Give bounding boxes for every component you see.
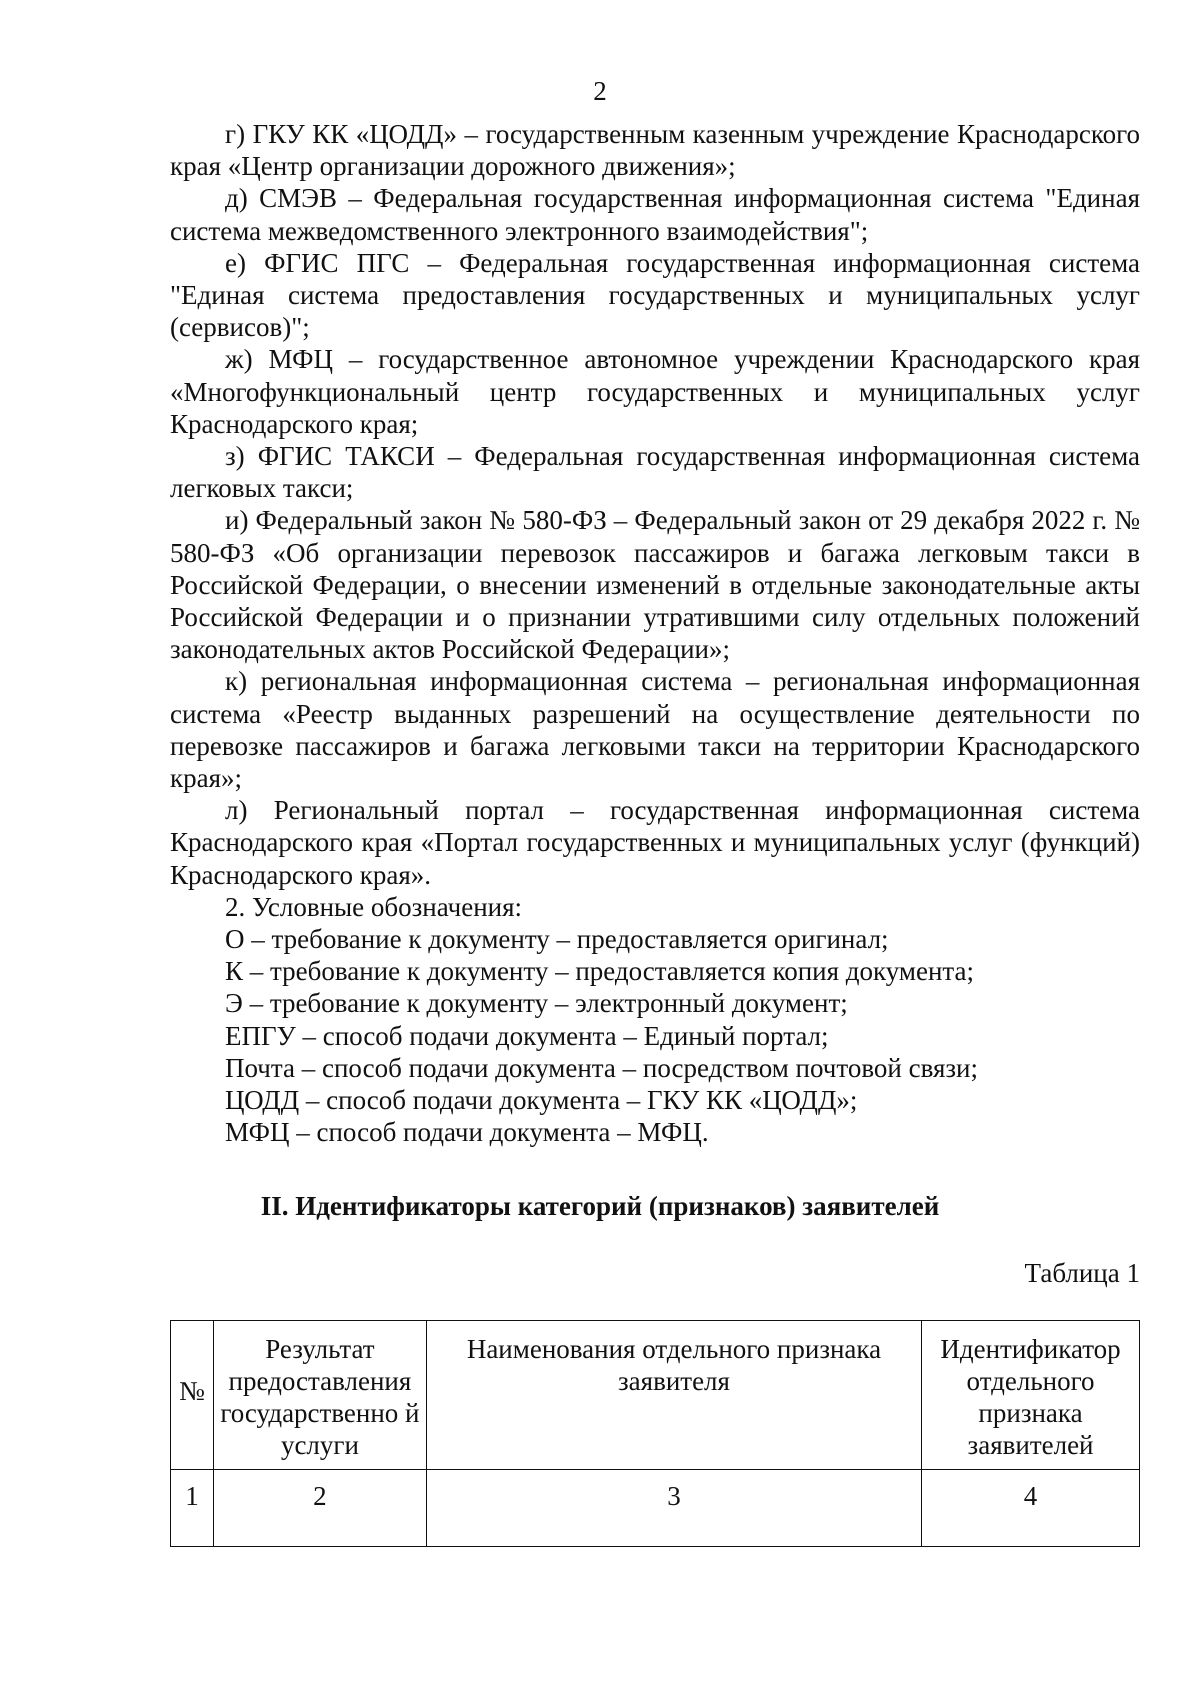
- definition-paragraph: д) СМЭВ – Федеральная государственная информационная система "Единая система межведомственного электронного взаимодействия";: [170, 183, 1140, 246]
- definition-paragraph: з) ФГИС ТАКСИ – Федеральная государственная информационная система легковых такси;: [170, 441, 1140, 504]
- legend-line: К – требование к документу – предоставляется копия документа;: [225, 956, 975, 987]
- definition-paragraph: г) ГКУ КК «ЦОДД» – государственным казенным учреждение Краснодарского края «Центр организации дорожного движения»;: [170, 119, 1140, 182]
- table-cell: 4: [922, 1470, 1140, 1547]
- section-title: II. Идентификаторы категорий (признаков) заявителей: [260, 1191, 940, 1221]
- legend-line: ЕПГУ – способ подачи документа – Единый портал;: [225, 1020, 829, 1051]
- legend-line: О – требование к документу – предоставляется оригинал;: [225, 924, 889, 955]
- definition-paragraph: к) региональная информационная система – региональная информационная система «Реестр выданных разрешений на осуществление деятельности по перевозке пассажиров и багажа легковыми такси на территории Краснодарского края»;: [170, 666, 1140, 794]
- definition-paragraph: л) Региональный портал – государственная информационная система Краснодарского края «Портал государственных и муниципальных услуг (функций) Краснодарского края».: [170, 795, 1140, 890]
- table-cell: 3: [426, 1470, 921, 1547]
- legend-line: МФЦ – способ подачи документа – МФЦ.: [225, 1117, 709, 1148]
- table-header-row: [171, 1321, 1140, 1470]
- table-caption: Таблица 1: [1024, 1258, 1140, 1288]
- table-header-cell: Результат предоставления государственно й услуги: [213, 1321, 426, 1470]
- page-number: 2: [593, 76, 607, 106]
- table-cell: 1: [171, 1470, 214, 1547]
- table-row: [171, 1470, 1140, 1547]
- legend-line: Почта – способ подачи документа – посредством почтовой связи;: [225, 1052, 978, 1083]
- table-header-cell: №: [171, 1321, 214, 1470]
- identifiers-table: [170, 1320, 1140, 1547]
- table-header-cell: Идентификатор отдельного признака заявителей: [922, 1321, 1140, 1470]
- definition-paragraph: е) ФГИС ПГС – Федеральная государственная информационная система "Единая система предоставления государственных и муниципальных услуг (сервисов)";: [170, 247, 1140, 343]
- table-cell: 2: [213, 1470, 426, 1547]
- definition-paragraph: ж) МФЦ – государственное автономное учреждении Краснодарского края «Многофункциональный центр государственных и муниципальных услуг Краснодарского края;: [170, 344, 1140, 439]
- table-header-cell: Наименования отдельного признака заявителя: [426, 1321, 921, 1470]
- document-body: [170, 118, 1140, 1149]
- definition-paragraph: и) Федеральный закон № 580-ФЗ – Федеральный закон от 29 декабря 2022 г. № 580-ФЗ «Об организации перевозок пассажиров и багажа легковым такси в Российской Федерации, о внесении изменений в отдельные законодательные акты Российской Федерации и о признании утратившими силу отдельных положений законодательных актов Российской Федерации»;: [170, 505, 1140, 665]
- legend-line: ЦОДД – способ подачи документа – ГКУ КК «ЦОДД»;: [225, 1085, 858, 1116]
- legend-line: Э – требование к документу – электронный документ;: [225, 988, 848, 1019]
- legend-heading: 2. Условные обозначения:: [225, 891, 523, 922]
